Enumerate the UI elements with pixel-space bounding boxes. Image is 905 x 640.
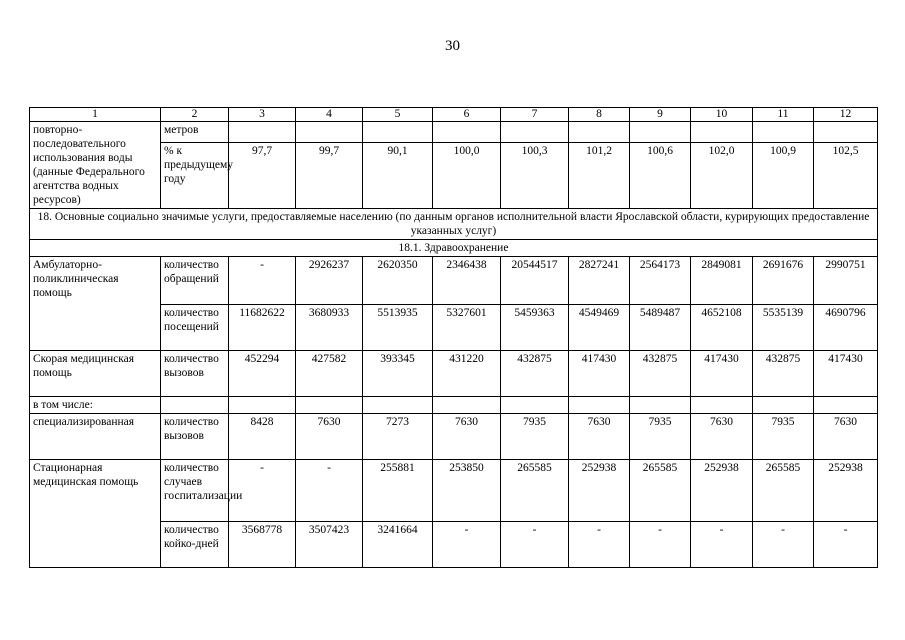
value-cell: 20544517 [501,257,569,305]
value-cell: - [691,522,753,568]
value-cell: 90,1 [363,143,433,209]
column-number: 6 [433,108,501,122]
value-cell: 265585 [630,460,691,522]
empty-cell [630,397,691,414]
value-cell: 102,5 [814,143,878,209]
value-cell: - [501,522,569,568]
column-number: 10 [691,108,753,122]
value-cell: 102,0 [691,143,753,209]
value-cell [569,122,630,143]
value-cell: 100,9 [753,143,814,209]
value-cell: 5513935 [363,305,433,351]
value-cell: 417430 [691,351,753,397]
section-title: 18. Основные социально значимые услуги, предоставляемые населению (по данным органов исполнительной власти Ярославской области, курирующих предоставление указанных услуг) [30,209,878,240]
value-cell: 11682622 [229,305,296,351]
empty-cell [161,397,229,414]
empty-cell [753,397,814,414]
value-cell [814,122,878,143]
column-number: 1 [30,108,161,122]
column-number: 9 [630,108,691,122]
value-cell: - [814,522,878,568]
value-cell: 252938 [814,460,878,522]
value-cell: 7630 [691,414,753,460]
value-cell: 5327601 [433,305,501,351]
section-heading-row [30,209,878,240]
value-cell: - [229,257,296,305]
value-cell: 100,3 [501,143,569,209]
subsection-heading-row [30,240,878,257]
column-number: 7 [501,108,569,122]
unit-cell: количество обращений [161,257,229,305]
value-cell: 427582 [296,351,363,397]
value-cell: 393345 [363,351,433,397]
table-row [30,414,878,460]
value-cell: 2346438 [433,257,501,305]
value-cell: 432875 [753,351,814,397]
value-cell: 4652108 [691,305,753,351]
column-number: 8 [569,108,630,122]
value-cell: 3568778 [229,522,296,568]
value-cell: 432875 [630,351,691,397]
value-cell: 4690796 [814,305,878,351]
column-number: 3 [229,108,296,122]
column-number: 12 [814,108,878,122]
value-cell: 99,7 [296,143,363,209]
unit-cell: % к предыдущему году [161,143,229,209]
value-cell: 5459363 [501,305,569,351]
value-cell [691,122,753,143]
row-label: Стационарная медицинская помощь [30,460,161,568]
value-cell: - [296,460,363,522]
column-number: 4 [296,108,363,122]
empty-cell [296,397,363,414]
value-cell: 7630 [569,414,630,460]
value-cell [753,122,814,143]
empty-cell [691,397,753,414]
value-cell [630,122,691,143]
value-cell: 2691676 [753,257,814,305]
value-cell: 2827241 [569,257,630,305]
value-cell: 8428 [229,414,296,460]
table-row [30,257,878,305]
column-number: 5 [363,108,433,122]
value-cell: 452294 [229,351,296,397]
value-cell: 4549469 [569,305,630,351]
value-cell: 7935 [501,414,569,460]
row-label: в том числе: [30,397,161,414]
value-cell: 97,7 [229,143,296,209]
empty-cell [814,397,878,414]
unit-cell: количество случаев госпитализации [161,460,229,522]
value-cell [296,122,363,143]
value-cell: 7630 [814,414,878,460]
column-number: 11 [753,108,814,122]
unit-cell: количество койко-дней [161,522,229,568]
value-cell: 7630 [433,414,501,460]
value-cell: - [433,522,501,568]
value-cell: - [753,522,814,568]
empty-cell [433,397,501,414]
row-label: Скорая медицинская помощь [30,351,161,397]
table-row [30,351,878,397]
subsection-title: 18.1. Здравоохранение [30,240,878,257]
value-cell: 2849081 [691,257,753,305]
value-cell: 3241664 [363,522,433,568]
column-number-row [30,108,878,122]
page-number: 30 [445,38,460,54]
empty-cell [229,397,296,414]
value-cell: 100,0 [433,143,501,209]
row-label: повторно-последовательного использования воды (данные Федерального агентства водных ресурсов) [30,122,161,209]
value-cell: - [229,460,296,522]
value-cell: 252938 [691,460,753,522]
value-cell [501,122,569,143]
statistics-table [29,107,878,568]
unit-cell: метров [161,122,229,143]
value-cell: 255881 [363,460,433,522]
value-cell: 2990751 [814,257,878,305]
value-cell: - [569,522,630,568]
value-cell: 417430 [814,351,878,397]
unit-cell: количество посещений [161,305,229,351]
empty-cell [501,397,569,414]
value-cell: 7935 [753,414,814,460]
row-label: Амбулаторно-поликлиническая помощь [30,257,161,351]
value-cell: 265585 [753,460,814,522]
value-cell: 101,2 [569,143,630,209]
empty-cell [569,397,630,414]
value-cell: 3680933 [296,305,363,351]
value-cell [363,122,433,143]
value-cell: 7273 [363,414,433,460]
value-cell: 2620350 [363,257,433,305]
value-cell: 3507423 [296,522,363,568]
value-cell: 253850 [433,460,501,522]
column-number: 2 [161,108,229,122]
value-cell: 265585 [501,460,569,522]
value-cell: 100,6 [630,143,691,209]
value-cell: 2564173 [630,257,691,305]
value-cell: - [630,522,691,568]
table-row [30,122,878,143]
value-cell: 2926237 [296,257,363,305]
value-cell: 252938 [569,460,630,522]
value-cell: 5489487 [630,305,691,351]
table-row [30,397,878,414]
empty-cell [363,397,433,414]
unit-cell: количество вызовов [161,351,229,397]
row-label: специализированная [30,414,161,460]
value-cell [433,122,501,143]
value-cell: 417430 [569,351,630,397]
value-cell: 432875 [501,351,569,397]
table-row [30,460,878,522]
value-cell [229,122,296,143]
value-cell: 431220 [433,351,501,397]
unit-cell: количество вызовов [161,414,229,460]
value-cell: 7630 [296,414,363,460]
value-cell: 5535139 [753,305,814,351]
value-cell: 7935 [630,414,691,460]
